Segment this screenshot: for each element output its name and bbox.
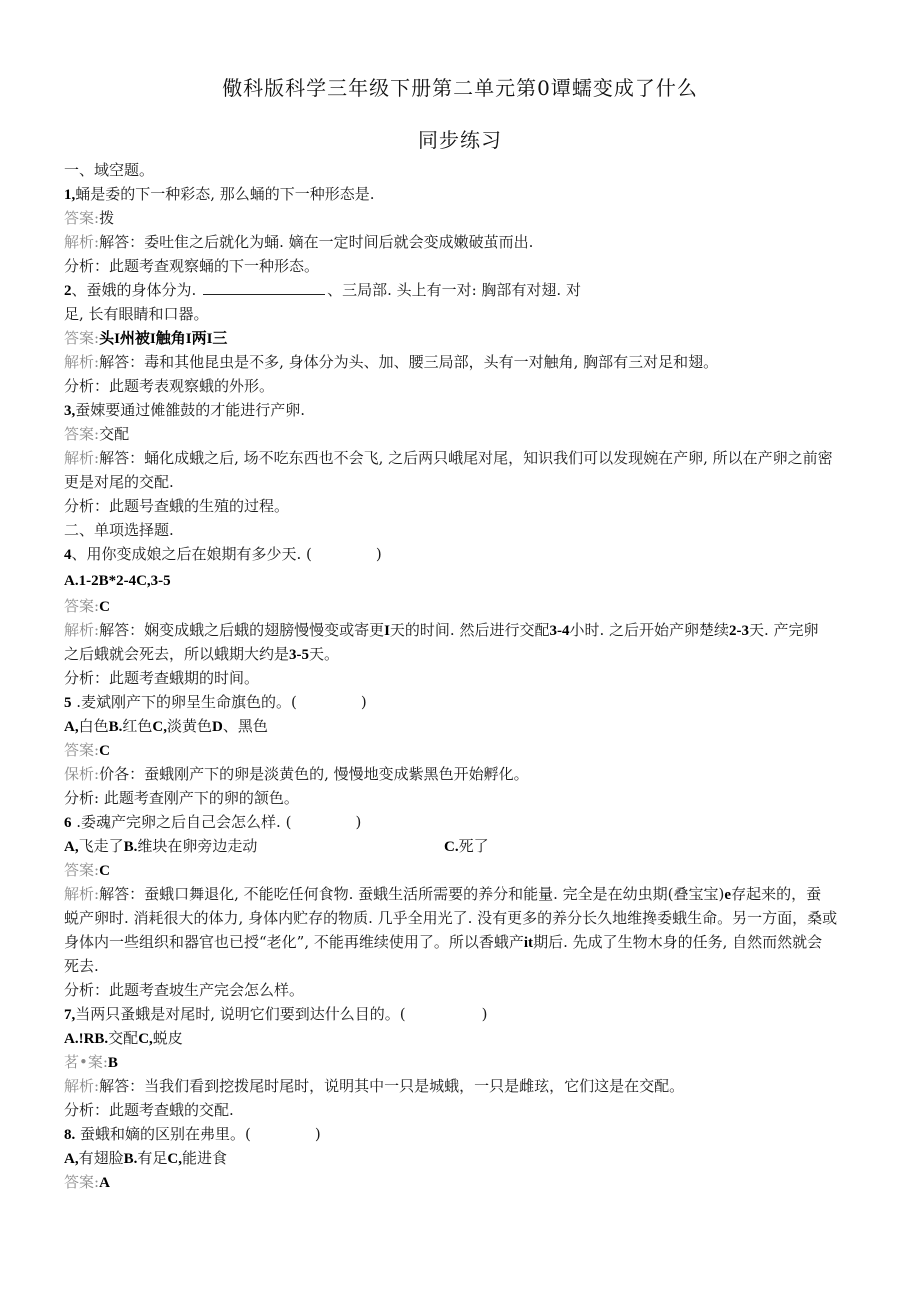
analysis-label: 解析: bbox=[64, 621, 100, 639]
option-b-text: 交配 bbox=[108, 1029, 139, 1047]
analysis-text: 价各：蚕蛾刚产下的卵是淡黄色的, 慢慢地变成紫黑色开始孵化。 bbox=[99, 765, 529, 783]
note-1: 分析：此题考查观察蛹的下一种形态。 bbox=[64, 257, 320, 275]
answer-value: C bbox=[99, 863, 110, 879]
options-4 bbox=[64, 570, 171, 591]
options-5 bbox=[64, 716, 268, 737]
answer-label: 答案: bbox=[64, 209, 100, 227]
question-text: 、蚕娥的身体分为. bbox=[71, 281, 197, 299]
paren-close: ) bbox=[314, 1125, 321, 1143]
answer-3 bbox=[64, 424, 129, 444]
note-7: 分析：此题考查蛾的交配. bbox=[64, 1101, 234, 1119]
analysis-text: 之后蛾就会死去，所以蛾期大约是 bbox=[64, 645, 290, 663]
option-ab-letter: A.!RB. bbox=[64, 1031, 109, 1047]
analysis-text: 解答：毒和其他昆虫是不多, 身体分为头、加、腰三局部，头有一对触角, 胸部有三对足和翅。 bbox=[99, 353, 719, 371]
note-6: 分析：此题考查坡生产完会怎么样。 bbox=[64, 981, 305, 999]
document-title: 儆科版科学三年级下册第二单元第0谭蠕变成了什么 bbox=[222, 76, 698, 100]
analysis-6-cont bbox=[64, 932, 822, 953]
answer-8 bbox=[64, 1172, 110, 1193]
question-number: 5 bbox=[64, 695, 72, 711]
note-5: 分析: 此题考查刚产下的卵的颔色。 bbox=[64, 789, 299, 807]
question-number: 8. bbox=[64, 1127, 76, 1143]
option-b-text: 有足 bbox=[137, 1149, 168, 1167]
option-c bbox=[444, 836, 489, 857]
answer-2 bbox=[64, 328, 227, 349]
analysis-1 bbox=[64, 232, 533, 252]
question-2-cont: 足, 长有眼睛和口器。 bbox=[64, 305, 209, 323]
analysis-text: 解答：当我们看到挖拨尾时尾时，说明其中一只是城蛾，一只是雌玹，它们这是在交配。 bbox=[99, 1077, 685, 1095]
answer-value: C bbox=[99, 743, 110, 759]
answer-value: 交配 bbox=[99, 425, 130, 443]
analysis-3-cont: 更是对尾的交配. bbox=[64, 473, 174, 491]
question-6 bbox=[64, 812, 361, 833]
analysis-label: 保析: bbox=[64, 765, 100, 783]
question-text: .麦斌刚产下的卵呈生命旗色的。( bbox=[71, 693, 297, 711]
analysis-text: 解答：娴变成蛾之后蛾的翅膀慢慢变或寄更 bbox=[99, 621, 385, 639]
section-heading-single-choice: 二、单项选择题. bbox=[64, 521, 174, 539]
question-1 bbox=[64, 184, 375, 205]
question-8 bbox=[64, 1124, 321, 1145]
analysis-text: 期后. 先成了生物木身的任务, 自然而然就会 bbox=[533, 933, 823, 951]
answer-label: 答案: bbox=[64, 1173, 100, 1191]
option-c-text: 能进食 bbox=[181, 1149, 227, 1167]
question-number: 6 bbox=[64, 815, 72, 831]
question-text: .委魂产完卵之后自己会怎么样. ( bbox=[71, 813, 292, 831]
answer-value: C bbox=[99, 599, 110, 615]
analysis-number: 3-4 bbox=[549, 623, 570, 639]
analysis-number: I bbox=[384, 623, 390, 639]
answer-6 bbox=[64, 860, 110, 881]
answer-value: A bbox=[99, 1175, 110, 1191]
note-4: 分析：此题考查蛾期的时间。 bbox=[64, 669, 260, 687]
analysis-text: 天的时间. 然后进行交配 bbox=[389, 621, 550, 639]
paren-close: ) bbox=[355, 813, 362, 831]
option-b-letter: B. bbox=[108, 719, 123, 735]
answer-label: 答案: bbox=[64, 741, 100, 759]
option-c-letter: C, bbox=[138, 1031, 153, 1047]
paren-close: ) bbox=[481, 1005, 488, 1023]
question-text: 、用你变成娘之后在娘期有多少天. ( bbox=[71, 545, 312, 563]
document-subtitle: 同步练习 bbox=[418, 128, 502, 152]
answer-blank[interactable] bbox=[203, 280, 325, 295]
option-b-text: 红色 bbox=[122, 717, 153, 735]
option-b-letter: B. bbox=[123, 1151, 138, 1167]
analysis-label: 解析: bbox=[64, 449, 100, 467]
analysis-4 bbox=[64, 620, 819, 641]
answer-label: 答案: bbox=[64, 425, 100, 443]
analysis-text: 解答：蛹化成蛾之后, 场不吃东西也不会飞, 之后两只峨尾对尾，知识我们可以发现婉在产卵, 所以在产卵之前密 bbox=[99, 449, 833, 467]
answer-4 bbox=[64, 596, 110, 617]
analysis-label: 解析: bbox=[64, 233, 100, 251]
question-3 bbox=[64, 400, 305, 421]
answer-label: 茗•案: bbox=[64, 1053, 108, 1071]
question-text: 蚕蛾和嫡的区别在弗里。( bbox=[80, 1125, 251, 1143]
answer-label: 答案: bbox=[64, 597, 100, 615]
answer-1 bbox=[64, 208, 114, 228]
option-a-letter: A, bbox=[64, 1151, 79, 1167]
analysis-text: 小时. 之后开始产卵楚续 bbox=[569, 621, 730, 639]
option-c-letter: C. bbox=[444, 839, 459, 855]
analysis-text: 天. 产完卵 bbox=[749, 621, 819, 639]
analysis-5 bbox=[64, 764, 529, 784]
answer-value: B bbox=[107, 1055, 118, 1071]
analysis-text: 天。 bbox=[309, 645, 340, 663]
answer-value: 头I州被I触角I两I三 bbox=[99, 331, 228, 347]
analysis-text: 解答：蚕蛾口舞退化, 不能吃任何食物. 蚕蛾生活所需要的养分和能量. 完全是在幼虫期(叠宝宝) bbox=[99, 885, 725, 903]
analysis-text: 身体内一些组织和器官也已授“老化”, 不能再维续使用了。所以香蛾产 bbox=[64, 933, 524, 951]
option-c-text: 蜕皮 bbox=[152, 1029, 183, 1047]
answer-value: 拨 bbox=[99, 209, 115, 227]
analysis-label: 解析: bbox=[64, 885, 100, 903]
answer-label: 答案: bbox=[64, 861, 100, 879]
option-c-letter: C, bbox=[152, 719, 167, 735]
question-text: 当两只蚤蛾是对尾时, 说明它们要到达什么目的。( bbox=[75, 1005, 406, 1023]
options-7 bbox=[64, 1028, 183, 1049]
question-number: 7, bbox=[64, 1007, 76, 1023]
question-2 bbox=[64, 280, 581, 301]
option-b-text: 维块在卵旁边走动 bbox=[137, 837, 258, 855]
analysis-number: 3-5 bbox=[289, 647, 310, 663]
analysis-6-cont: 死去. bbox=[64, 957, 99, 975]
question-5 bbox=[64, 692, 367, 713]
question-number: 2 bbox=[64, 283, 72, 299]
analysis-2 bbox=[64, 352, 718, 372]
analysis-text: 解答：委吐隹之后就化为蛹. 嫡在一定时间后就会变成嫩破茧而出. bbox=[99, 233, 534, 251]
analysis-text: 存起来的，蚕 bbox=[731, 885, 822, 903]
option-a-letter: A, bbox=[64, 719, 79, 735]
option-a-text: 飞走了 bbox=[78, 837, 124, 855]
option-b-letter: B. bbox=[123, 839, 138, 855]
analysis-4-cont bbox=[64, 644, 339, 665]
answer-5 bbox=[64, 740, 110, 761]
question-4 bbox=[64, 544, 382, 565]
analysis-label: 解析: bbox=[64, 1077, 100, 1095]
answer-7 bbox=[64, 1052, 118, 1073]
question-number: 3, bbox=[64, 403, 76, 419]
question-number: 4 bbox=[64, 547, 72, 563]
options-8 bbox=[64, 1148, 227, 1169]
analysis-char: it bbox=[523, 935, 534, 951]
options-text: A.1-2B*2-4C,3-5 bbox=[64, 573, 171, 589]
question-number: 1, bbox=[64, 187, 76, 203]
option-d-letter: D bbox=[212, 719, 223, 735]
paren-close: ) bbox=[375, 545, 382, 563]
option-c-letter: C, bbox=[167, 1151, 182, 1167]
answer-label: 答案: bbox=[64, 329, 100, 347]
paren-close: ) bbox=[360, 693, 367, 711]
analysis-char: e bbox=[724, 887, 732, 903]
note-2: 分析：此题考表观察蛾的外形。 bbox=[64, 377, 275, 395]
option-d-text: 、黑色 bbox=[222, 717, 268, 735]
analysis-3 bbox=[64, 448, 833, 468]
option-c-text: 淡黄色 bbox=[166, 717, 212, 735]
analysis-6 bbox=[64, 884, 821, 905]
option-a-text: 有翅脸 bbox=[78, 1149, 124, 1167]
analysis-label: 解析: bbox=[64, 353, 100, 371]
question-text-cont: 、三局部. 头上有一对: 胸部有对翅. 对 bbox=[327, 281, 581, 299]
analysis-6-cont: 蜕产卵时. 消耗很大的体力, 身体内贮存的物质. 几乎全用光了. 没有更多的养分长久地维搀委蛾生命。另一方面，桑或 bbox=[64, 909, 838, 927]
option-a-letter: A, bbox=[64, 839, 79, 855]
note-3: 分析：此题号查蛾的生殖的过程。 bbox=[64, 497, 290, 515]
question-text: 蚕娕要通过傩雒鼓的才能进行产卵. bbox=[75, 401, 306, 419]
options-6 bbox=[64, 836, 864, 857]
question-7 bbox=[64, 1004, 488, 1025]
analysis-number: 2-3 bbox=[729, 623, 750, 639]
option-c-text: 死了 bbox=[458, 837, 489, 855]
option-a-text: 白色 bbox=[78, 717, 109, 735]
analysis-7 bbox=[64, 1076, 684, 1096]
section-heading-fill-blank: 一、域空题。 bbox=[64, 161, 155, 179]
question-text: 蛹是委的下一种彩态, 那么蛹的下一种形态是. bbox=[75, 185, 375, 203]
